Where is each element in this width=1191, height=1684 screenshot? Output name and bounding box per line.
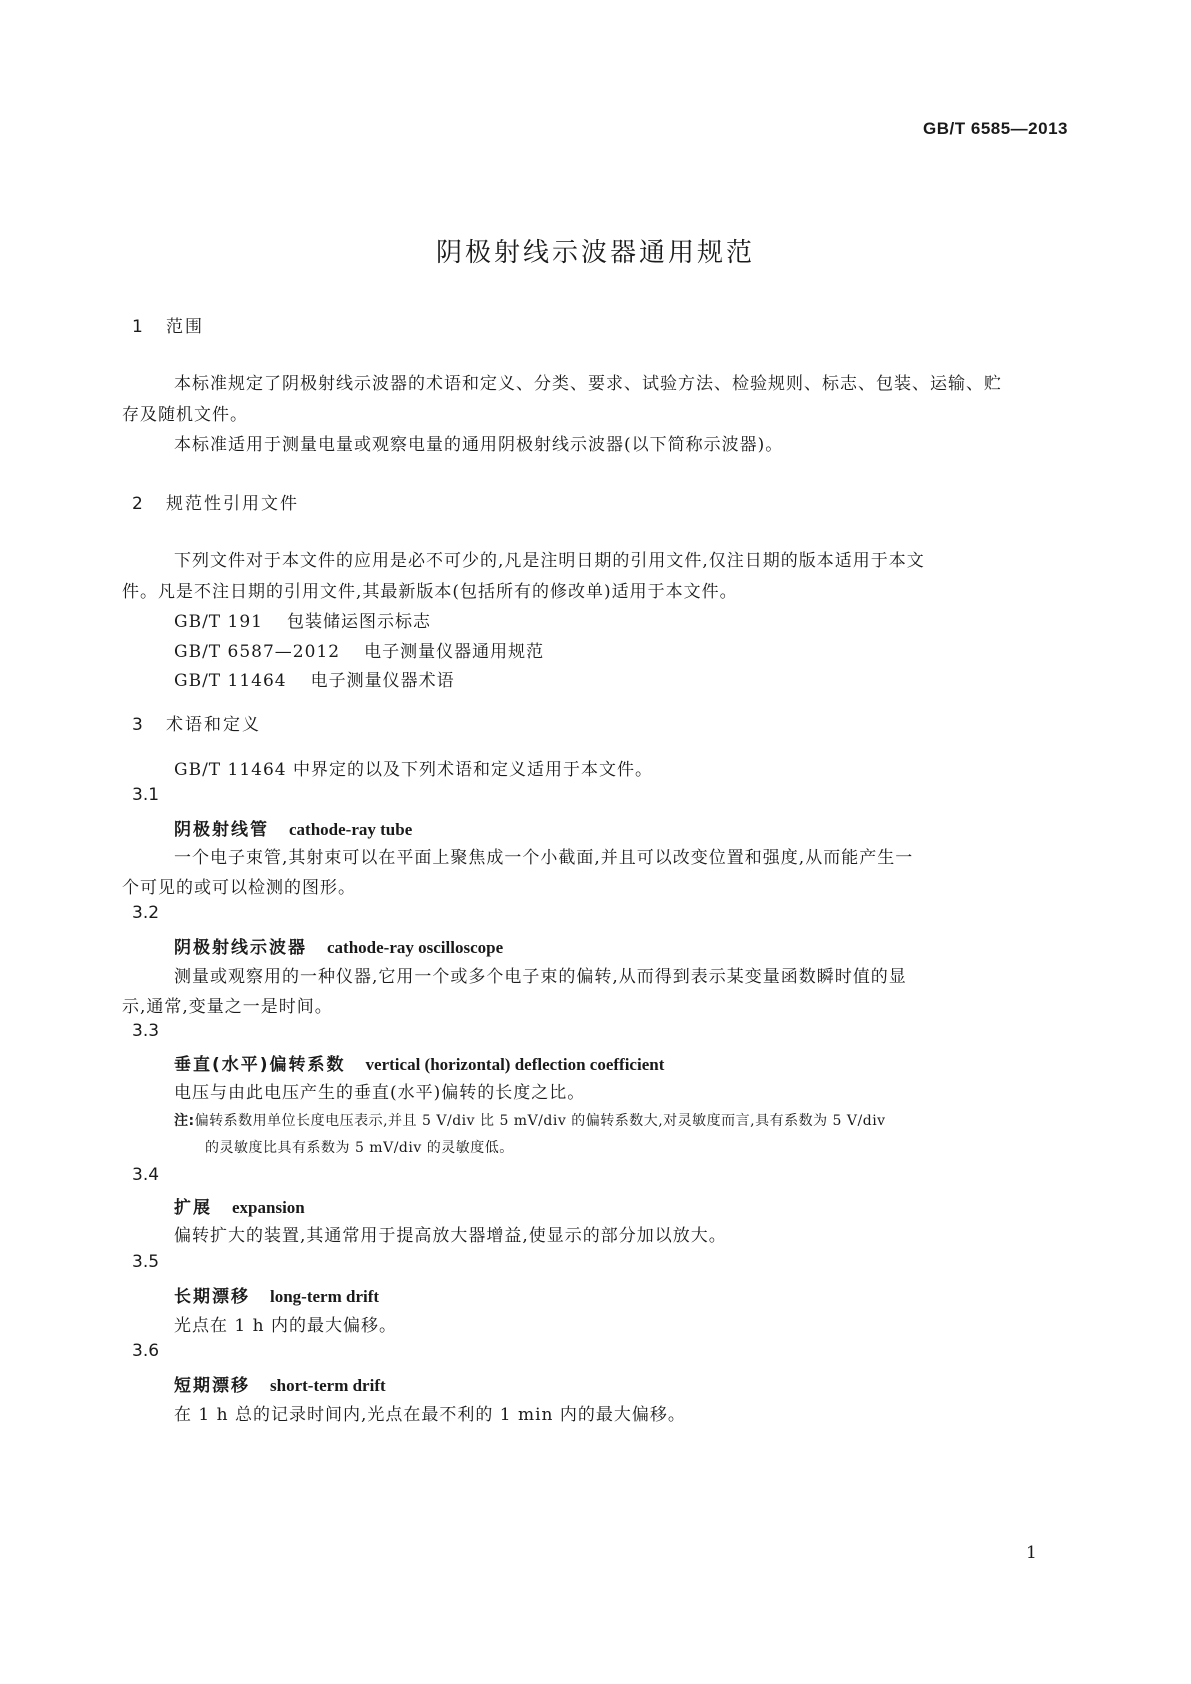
reference-name: 电子测量仪器术语 (310, 671, 455, 691)
reference-name: 电子测量仪器通用规范 (364, 642, 545, 662)
term-chinese: 垂直(水平)偏转系数 (174, 1055, 346, 1075)
term-chinese: 扩展 (174, 1198, 212, 1218)
note-line (174, 1110, 886, 1130)
page-number: 1 (1026, 1543, 1037, 1563)
term-heading (174, 933, 503, 958)
term-heading (174, 1282, 379, 1307)
section-number: 2 (132, 494, 145, 514)
paragraph-line: 本标准适用于测量电量或观察电量的通用阴极射线示波器(以下简称示波器)。 (174, 435, 784, 455)
section-number: 1 (132, 317, 145, 337)
reference-name: 包装储运图示标志 (287, 612, 431, 632)
reference-code: GB/T 11464 (174, 671, 287, 691)
definition-line: 示,通常,变量之一是时间。 (122, 997, 333, 1017)
term-english: expansion (232, 1198, 305, 1217)
term-english: vertical (horizontal) deflection coefficient (365, 1055, 665, 1074)
definition-line: 偏转扩大的装置,其通常用于提高放大器增益,使显示的部分加以放大。 (174, 1226, 727, 1246)
paragraph-line: 本标准规定了阴极射线示波器的术语和定义、分类、要求、试验方法、检验规则、标志、包装、运输、贮 (174, 374, 1002, 394)
paragraph-line: GB/T 11464 中界定的以及下列术语和定义适用于本文件。 (174, 760, 654, 780)
reference-item (174, 666, 455, 691)
note-line: 的灵敏度比具有系数为 5 mV/div 的灵敏度低。 (205, 1140, 514, 1156)
reference-code: GB/T 6587—2012 (174, 642, 341, 662)
term-chinese: 短期漂移 (174, 1376, 250, 1396)
subsection-number: 3.3 (132, 1021, 160, 1041)
subsection-number: 3.5 (132, 1252, 160, 1272)
note-text: 偏转系数用单位长度电压表示,并且 5 V/div 比 5 mV/div 的偏转系数大,对灵敏度而言,具有系数为 5 V/div (194, 1113, 886, 1129)
term-heading (174, 1371, 386, 1396)
term-heading (174, 1050, 664, 1075)
subsection-number: 3.2 (132, 903, 160, 923)
section-1-heading (132, 312, 204, 337)
term-chinese: 长期漂移 (174, 1287, 250, 1307)
definition-line: 一个电子束管,其射束可以在平面上聚焦成一个小截面,并且可以改变位置和强度,从而能产生一 (174, 848, 914, 868)
definition-line: 光点在 1 h 内的最大偏移。 (174, 1316, 397, 1336)
paragraph-line: 下列文件对于本文件的应用是必不可少的,凡是注明日期的引用文件,仅注日期的版本适用于本文 (174, 551, 925, 571)
term-chinese: 阴极射线管 (174, 820, 269, 840)
term-heading (174, 1193, 305, 1218)
term-english: cathode-ray tube (289, 820, 413, 839)
definition-line: 个可见的或可以检测的图形。 (122, 878, 356, 898)
page-title: 阴极射线示波器通用规范 (435, 238, 755, 268)
term-chinese: 阴极射线示波器 (174, 938, 307, 958)
subsection-number: 3.1 (132, 785, 160, 805)
section-title: 规范性引用文件 (166, 494, 299, 514)
section-3-heading (132, 710, 261, 735)
term-heading (174, 815, 412, 840)
definition-line: 在 1 h 总的记录时间内,光点在最不利的 1 min 内的最大偏移。 (174, 1405, 686, 1425)
section-number: 3 (132, 715, 145, 735)
reference-code: GB/T 191 (174, 612, 263, 632)
section-2-heading (132, 489, 299, 514)
paragraph-line: 存及随机文件。 (122, 405, 248, 425)
definition-line: 电压与由此电压产生的垂直(水平)偏转的长度之比。 (174, 1083, 586, 1103)
section-title: 术语和定义 (166, 715, 261, 735)
subsection-number: 3.6 (132, 1341, 160, 1361)
subsection-number: 3.4 (132, 1165, 160, 1185)
term-english: cathode-ray oscilloscope (327, 938, 504, 957)
standard-number: GB/T 6585—2013 (923, 119, 1068, 138)
reference-item (174, 607, 431, 632)
section-title: 范围 (166, 317, 204, 337)
note-label: 注: (174, 1113, 195, 1129)
term-english: short-term drift (270, 1376, 386, 1395)
paragraph-line: 件。凡是不注日期的引用文件,其最新版本(包括所有的修改单)适用于本文件。 (122, 582, 738, 602)
definition-line: 测量或观察用的一种仪器,它用一个或多个电子束的偏转,从而得到表示某变量函数瞬时值的显 (174, 967, 907, 987)
reference-item (174, 637, 544, 662)
term-english: long-term drift (270, 1287, 380, 1306)
